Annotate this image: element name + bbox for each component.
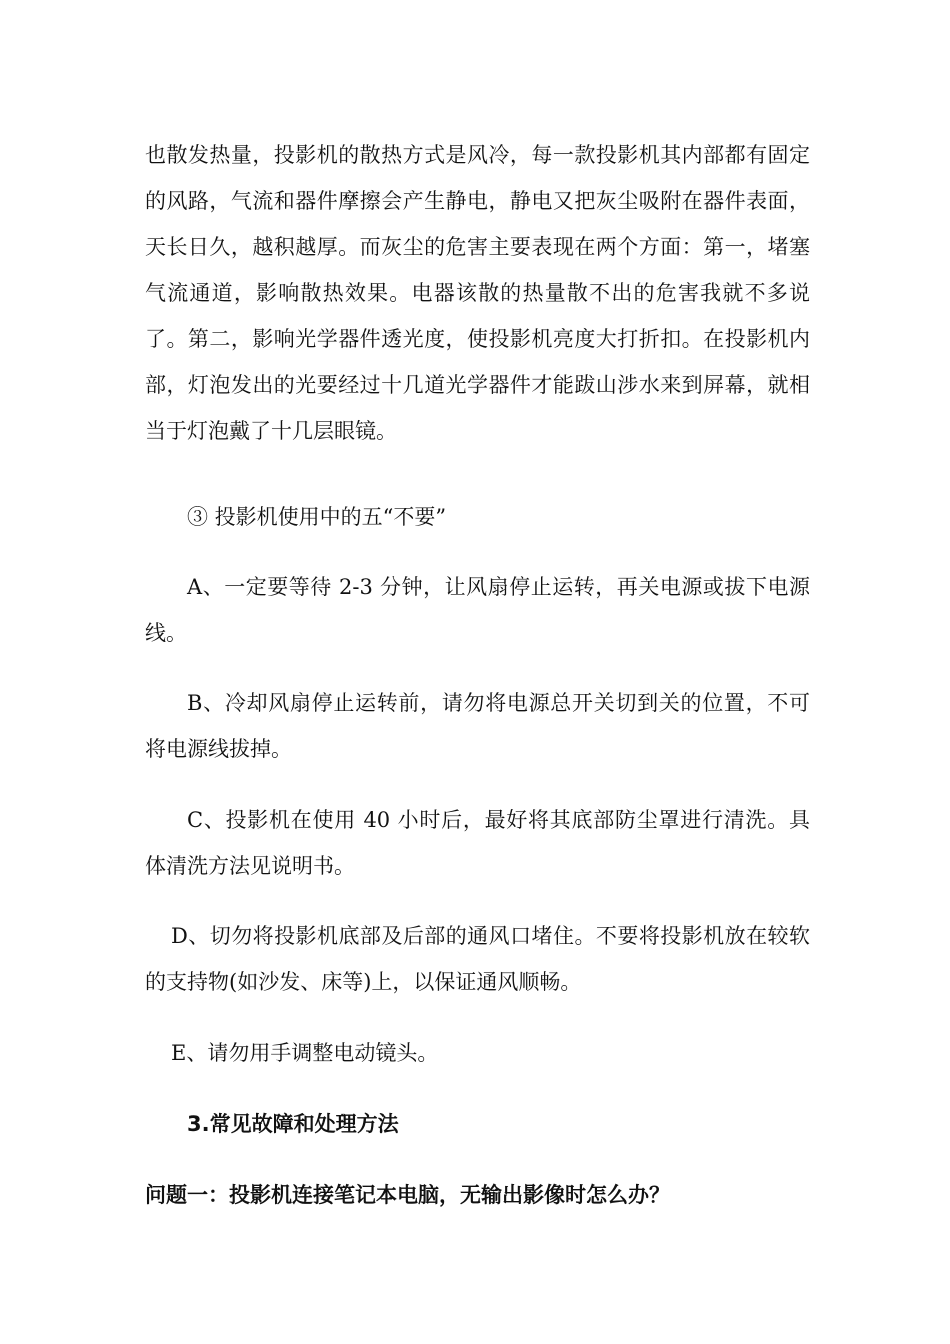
paragraph-item-c: C、投影机在使用 40 小时后，最好将其底部防尘罩进行清洗。具体清洗方法见说明书。 — [145, 808, 810, 878]
paragraph-item-d: D、切勿将投影机底部及后部的通风口堵住。不要将投影机放在较软的支持物(如沙发、床等)上，以保证通风顺畅。 — [145, 924, 810, 994]
section-heading-common-faults: 3.常见故障和处理方法 — [187, 1112, 399, 1136]
paragraph-dust-hazard: 也散发热量，投影机的散热方式是风冷，每一款投影机其内部都有固定的风路，气流和器件摩擦会产生静电，静电又把灰尘吸附在器件表面，天长日久，越积越厚。而灰尘的危害主要表现在两个方面：第一，堵塞气流通道，影响散热效果。电器该散的热量散不出的危害我就不多说了。第二，影响光学器件透光度，使投影机亮度大打折扣。在投影机内部，灯泡发出的光要经过十几道光学器件才能跋山涉水来到屏幕，就相当于灯泡戴了十几层眼镜。 — [145, 143, 810, 443]
paragraph-item-a: A、一定要等待 2-3 分钟，让风扇停止运转，再关电源或拔下电源线。 — [145, 575, 810, 645]
paragraph-five-donts-heading: ③ 投影机使用中的五“不要” — [187, 505, 447, 529]
question-one-heading: 问题一：投影机连接笔记本电脑，无输出影像时怎么办？ — [145, 1183, 670, 1207]
paragraph-item-b: B、冷却风扇停止运转前，请勿将电源总开关切到关的位置，不可将电源线拔掉。 — [145, 691, 810, 761]
paragraph-item-e: E、请勿用手调整电动镜头。 — [171, 1041, 439, 1065]
